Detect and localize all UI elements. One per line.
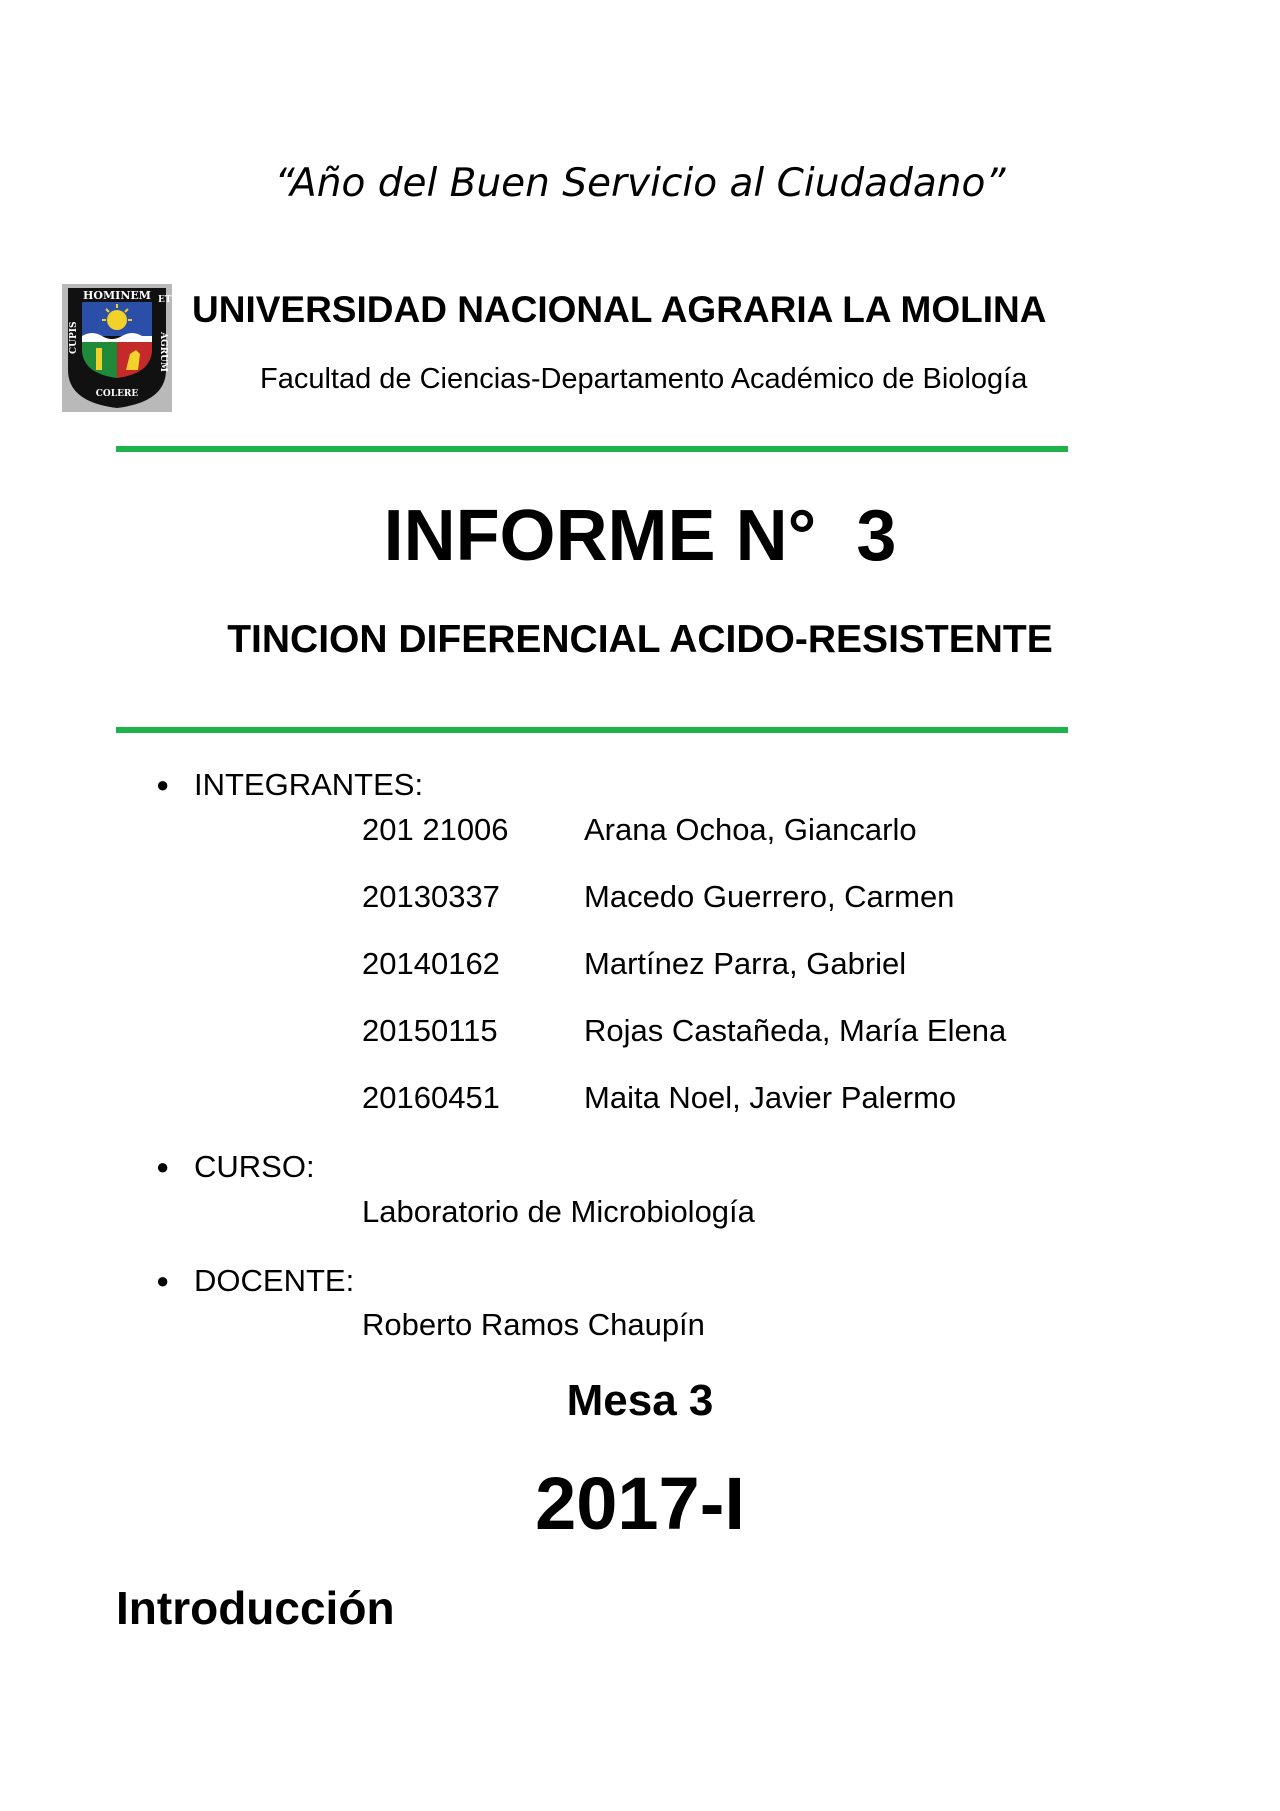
faculty-name: Facultad de Ciencias-Departamento Académico de Biología <box>260 363 1028 395</box>
member-name: Arana Ochoa, Giancarlo <box>584 812 917 847</box>
member-code: 20160451 <box>362 1080 500 1115</box>
member-name: Macedo Guerrero, Carmen <box>584 879 955 914</box>
member-code: 201 21006 <box>362 812 509 847</box>
bullet-icon: ● <box>156 1154 170 1179</box>
member-row <box>362 811 917 849</box>
svg-text:COLERE: COLERE <box>95 389 139 399</box>
member-code: 20130337 <box>362 879 500 914</box>
university-name: UNIVERSIDAD NACIONAL AGRARIA LA MOLINA <box>192 289 1047 330</box>
svg-text:HOMINEM: HOMINEM <box>83 289 151 302</box>
course-section <box>156 1148 315 1186</box>
member-name: Maita Noel, Javier Palermo <box>584 1080 957 1115</box>
report-subtitle: TINCION DIFERENCIAL ACIDO-RESISTENTE <box>227 618 1053 661</box>
group-number: Mesa 3 <box>566 1376 714 1425</box>
teacher-value: Roberto Ramos Chaupín <box>362 1307 705 1342</box>
member-row <box>362 1012 1006 1050</box>
members-section <box>156 766 423 804</box>
bullet-icon: ● <box>156 1268 170 1293</box>
motto: “Año del Buen Servicio al Ciudadano” <box>274 161 1006 206</box>
introduction-heading: Introducción <box>116 1582 395 1634</box>
members-label: INTEGRANTES: <box>194 767 424 802</box>
course-label: CURSO: <box>194 1149 315 1184</box>
svg-text:AGRUM: AGRUM <box>158 332 168 372</box>
member-code: 20140162 <box>362 946 500 981</box>
member-row <box>362 945 906 983</box>
teacher-section <box>156 1262 354 1300</box>
member-name: Martínez Parra, Gabriel <box>584 946 907 981</box>
svg-text:ET: ET <box>158 295 172 305</box>
green-divider-top <box>116 446 1068 452</box>
bullet-icon: ● <box>156 772 170 797</box>
course-value: Laboratorio de Microbiología <box>362 1194 755 1229</box>
member-row <box>362 1079 956 1117</box>
university-crest-icon <box>62 284 172 412</box>
svg-text:CUPIS: CUPIS <box>69 321 79 354</box>
green-divider-bottom <box>116 727 1068 733</box>
member-code: 20150115 <box>362 1013 498 1048</box>
academic-period: 2017-I <box>535 1462 745 1545</box>
member-row <box>362 878 954 916</box>
report-number: INFORME N° 3 <box>383 496 897 576</box>
teacher-label: DOCENTE: <box>194 1263 355 1298</box>
member-name: Rojas Castañeda, María Elena <box>584 1013 1007 1048</box>
